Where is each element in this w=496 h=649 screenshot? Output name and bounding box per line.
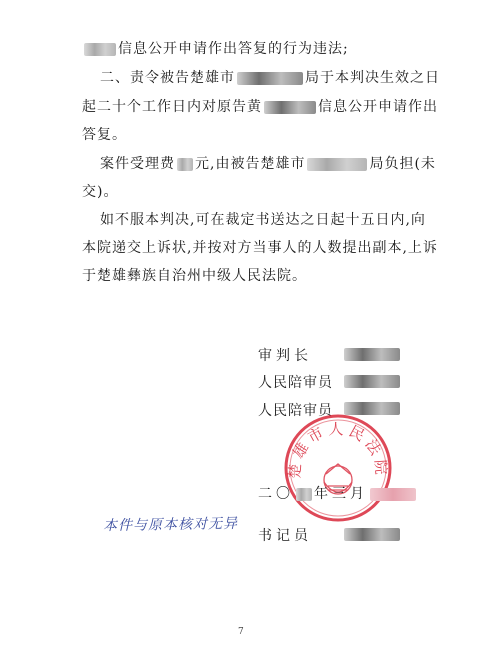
assessor-1-label: 人民陪审员 [258, 375, 333, 391]
line9-text: 于楚雄彝族自治州中级人民法院。 [82, 268, 307, 284]
line5-part-b: 元,由被告楚雄市 [195, 156, 306, 172]
redaction-mark [344, 375, 400, 388]
court-seal-stamp [282, 412, 394, 524]
text-line-8 [82, 239, 438, 257]
redaction-mark [84, 43, 116, 56]
page-number: 7 [238, 627, 244, 637]
text-line-3 [82, 98, 438, 116]
redaction-mark [370, 488, 416, 501]
line3-part-a: 起二十个工作日内对原告黄 [82, 99, 262, 115]
date-line: 二〇 年三月 [258, 483, 418, 503]
line5-part-a: 案件受理费 [100, 156, 175, 172]
redaction-mark [237, 72, 303, 85]
line4-text: 答复。 [82, 127, 127, 143]
text-line-2 [100, 69, 440, 87]
text-line-5 [100, 155, 436, 173]
line6-text: 交)。 [82, 184, 119, 200]
line5-part-c: 局负担(未 [369, 156, 436, 172]
line7-text: 如不服本判决,可在裁定书送达之日起十五日内,向 [100, 212, 426, 228]
text-line-7 [100, 211, 426, 229]
svg-text:楚雄市人民法院 [285, 420, 390, 479]
redaction-mark [344, 528, 400, 541]
line3-part-b: 信息公开申请作出 [318, 99, 438, 115]
text-line-9 [82, 267, 307, 285]
judge-label: 审判长 [258, 348, 312, 364]
line2-part-a: 二、责令被告楚雄市 [100, 70, 235, 86]
line1-text: 信息公开申请作出答复的行为违法; [118, 41, 349, 57]
copy-verified-note: 本件与原本核对无异 [102, 515, 239, 535]
redaction-mark [264, 101, 316, 114]
line8-text: 本院递交上诉状,并按对方当事人的人数提出副本,上诉 [82, 240, 438, 256]
redaction-mark [307, 158, 367, 171]
seal-text: 楚雄市人民法院 [285, 420, 391, 480]
text-line-4 [82, 126, 127, 144]
assessor-2-label: 人民陪审员 [258, 403, 333, 419]
redaction-mark [296, 488, 312, 501]
text-line-1 [82, 40, 349, 58]
redaction-mark [177, 158, 193, 171]
redaction-mark [344, 348, 400, 361]
clerk-label: 书记员 [258, 528, 312, 544]
line2-part-b: 局于本判决生效之日 [305, 70, 440, 86]
text-line-6 [82, 183, 118, 201]
